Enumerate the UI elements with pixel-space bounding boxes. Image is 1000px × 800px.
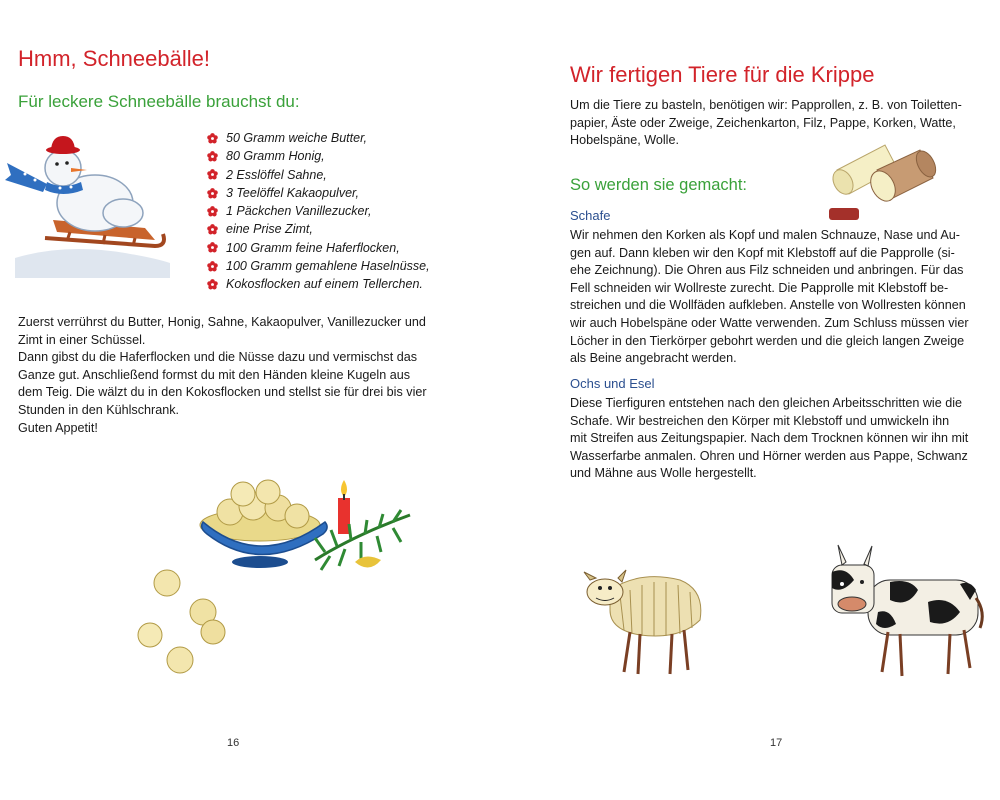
- snowman-sled-illustration: [5, 128, 175, 278]
- flower-icon: [207, 279, 218, 290]
- ox-donkey-instructions: [570, 395, 995, 483]
- right-page: [500, 0, 1000, 800]
- text-line: Löcher in den Tierkörper gebohrt werden und die gleich langen Zweige: [570, 333, 965, 348]
- text-line: Wasserfarbe anmalen. Ohren und Hörner werden aus Pappe, Schwanz: [570, 448, 968, 463]
- snowman-head: [45, 150, 81, 186]
- sheep-craft-illustration: [580, 550, 720, 680]
- text-line: ehe Zeichnung). Die Ohren aus Filz schneiden und anbringen. Für das: [570, 263, 964, 278]
- flower-icon: [207, 188, 218, 199]
- flower-icon: [207, 169, 218, 180]
- list-item: 1 Päckchen Vanillezucker,: [207, 202, 430, 220]
- text-line: Wir nehmen den Korken als Kopf und malen Schnauze, Nase und Au-: [570, 228, 960, 242]
- ingredients-list: [207, 129, 430, 294]
- instructions-subtitle: So werden sie gemacht:: [570, 176, 748, 194]
- list-item: 50 Gramm weiche Butter,: [207, 129, 430, 147]
- flower-icon: [207, 133, 218, 144]
- page-number: 17: [770, 737, 783, 749]
- list-item: eine Prise Zimt,: [207, 220, 430, 238]
- flower-icon: [207, 261, 218, 272]
- text-line: gen auf. Dann kleben wir den Kopf mit Klebstoff auf die Papprolle (si-: [570, 245, 955, 260]
- flower-icon: [207, 151, 218, 162]
- list-item: 80 Gramm Honig,: [207, 147, 430, 165]
- text-line: Fell schneiden wir Wollreste zurecht. Die Papprolle mit Klebstoff be-: [570, 280, 949, 295]
- list-item: 100 Gramm gemahlene Haselnüsse,: [207, 257, 430, 275]
- ingredients-subtitle: Für leckere Schneebälle brauchst du:: [18, 92, 300, 111]
- flower-icon: [207, 224, 218, 235]
- page-number: 16: [227, 737, 240, 749]
- text-line: dem Teig. Die wälzt du in den Kokosflocken und stellst sie für drei bis vier: [18, 385, 427, 400]
- snowballs-bowl-illustration: [125, 470, 415, 690]
- page-title: Hmm, Schneebälle!: [18, 46, 210, 71]
- text-line: und Mähne aus Wolle hergestellt.: [570, 466, 757, 481]
- cow-craft-illustration: [820, 540, 990, 685]
- text-line: Dann gibst du die Haferflocken und die Nüsse dazu und vermischst das: [18, 350, 418, 365]
- text-line: Guten Appetit!: [18, 420, 98, 435]
- list-item: Kokosflocken auf einem Tellerchen.: [207, 275, 430, 293]
- text-line: wir auch Hobelspäne oder Watte verwenden. Zum Schluss müssen vier: [570, 315, 969, 330]
- text-line: als Beine angebracht werden.: [570, 351, 737, 366]
- text-line: Hobelspäne, Wolle.: [570, 133, 679, 148]
- text-line: Diese Tierfiguren entstehen nach den gleichen Arbeitsschritten wie die: [570, 396, 963, 410]
- text-line: Um die Tiere zu basteln, benötigen wir: Papprollen, z. B. von Toiletten-: [570, 98, 962, 112]
- text-line: Schafe. Wir bestreichen den Körper mit Klebstoff und umwickeln ihn: [570, 413, 950, 428]
- list-item: 100 Gramm feine Haferflocken,: [207, 239, 430, 257]
- text-line: Stunden in den Kühlschrank.: [18, 402, 180, 417]
- text-line: papier, Äste oder Zweige, Zeichenkarton, Filz, Pappe, Korken, Watte,: [570, 115, 956, 130]
- text-line: Ganze gut. Anschließend formst du mit den Händen kleine Kugeln aus: [18, 367, 411, 382]
- recipe-instructions: [18, 314, 468, 437]
- text-line: mit Streifen aus Zeitungspapier. Nach dem Trocknen können wir ihn mit: [570, 431, 969, 446]
- list-item: 3 Teelöffel Kakaopulver,: [207, 184, 430, 202]
- list-item: 2 Esslöffel Sahne,: [207, 166, 430, 184]
- snow-ground: [15, 249, 170, 278]
- flower-icon: [207, 242, 218, 253]
- sheep-heading: Schafe: [570, 208, 611, 223]
- text-line: Zuerst verrührst du Butter, Honig, Sahne, Kakaopulver, Vanillezucker und: [18, 315, 426, 329]
- text-line: streichen und die Wollfäden aufkleben. Anstelle von Wollresten können: [570, 298, 966, 313]
- page-title: Wir fertigen Tiere für die Krippe: [570, 62, 875, 87]
- paper-roll-cork-illustration: [825, 140, 965, 225]
- sheep-instructions: [570, 227, 995, 368]
- flower-icon: [207, 206, 218, 217]
- ox-donkey-heading: Ochs und Esel: [570, 376, 655, 391]
- text-line: Zimt in einer Schüssel.: [18, 332, 146, 347]
